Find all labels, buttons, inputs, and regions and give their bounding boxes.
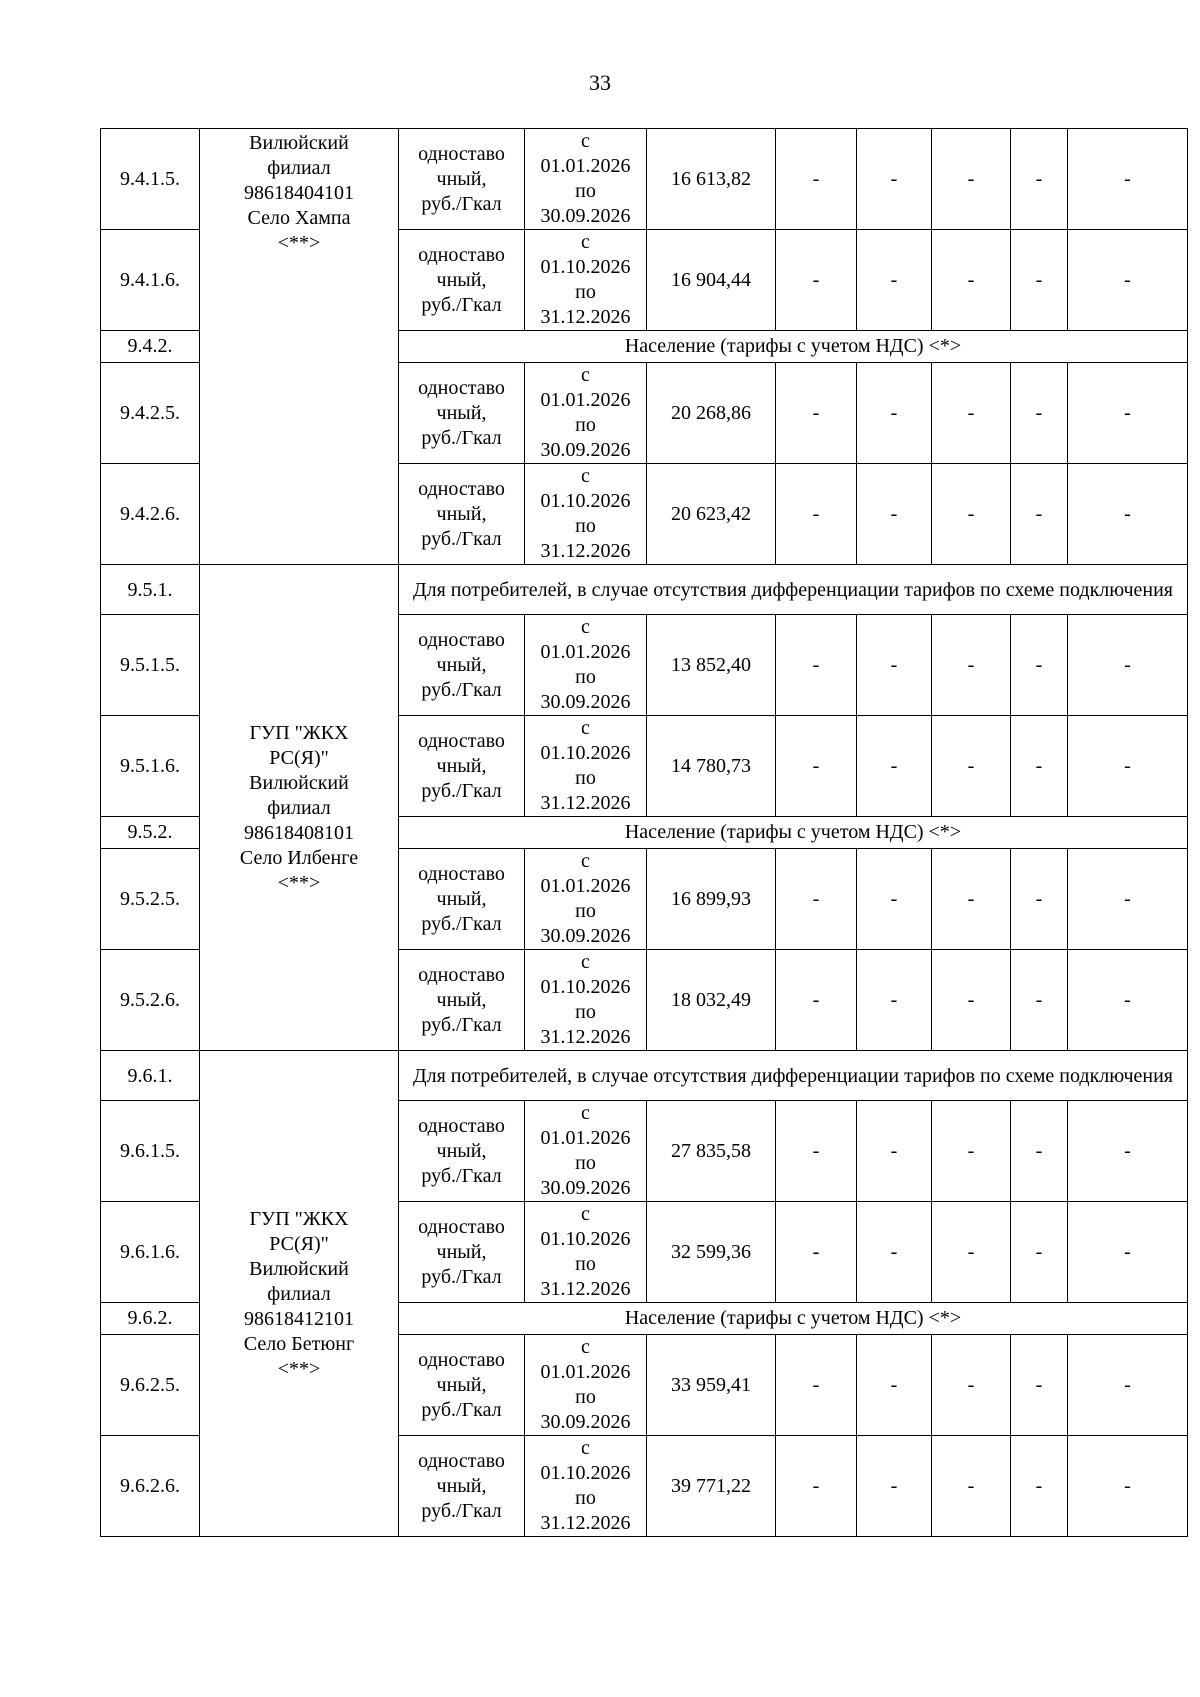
- tariff-type-line: одноставо: [418, 1449, 505, 1472]
- tariff-type-line: чный,: [436, 1474, 487, 1497]
- empty-value-cell: -: [776, 1101, 857, 1202]
- tariff-value: 18 032,49: [647, 950, 776, 1051]
- empty-value-cell: -: [776, 849, 857, 950]
- tariff-type-line: руб./Гкал: [421, 678, 502, 701]
- organization-cell: [200, 565, 399, 1051]
- tariff-period-line: 01.10.2026: [540, 742, 631, 764]
- tariff-value: 20 268,86: [647, 363, 776, 464]
- row-number: 9.5.2.6.: [101, 950, 200, 1051]
- organization-line: ГУП "ЖКХ: [249, 722, 349, 744]
- section-heading: Для потребителей, в случае отсутствия дифференциации тарифов по схеме подключения: [399, 1051, 1188, 1101]
- tariff-value: 16 613,82: [647, 129, 776, 230]
- tariff-type: [399, 230, 525, 331]
- tariff-period-line: по: [575, 1001, 596, 1023]
- tariff-period-line: с: [581, 951, 590, 973]
- tariff-type: [399, 1335, 525, 1436]
- tariff-period-line: с: [581, 465, 590, 487]
- tariff-period: [525, 129, 647, 230]
- empty-value-cell: -: [1068, 849, 1188, 950]
- tariff-period-line: 01.10.2026: [540, 256, 631, 278]
- tariff-type-line: руб./Гкал: [421, 293, 502, 316]
- row-number: 9.6.2.: [101, 1303, 200, 1335]
- tariff-type-line: одноставо: [418, 243, 505, 266]
- empty-value-cell: -: [857, 1436, 932, 1537]
- organization-line: <**>: [277, 1358, 321, 1380]
- empty-value-cell: -: [932, 716, 1011, 817]
- row-number: 9.6.1.: [101, 1051, 200, 1101]
- tariff-value: 33 959,41: [647, 1335, 776, 1436]
- tariff-type-line: одноставо: [418, 862, 505, 885]
- row-number: 9.5.1.6.: [101, 716, 200, 817]
- row-number: 9.4.2.5.: [101, 363, 200, 464]
- empty-value-cell: -: [1068, 129, 1188, 230]
- empty-value-cell: -: [1011, 849, 1068, 950]
- empty-value-cell: -: [1068, 716, 1188, 817]
- empty-value-cell: -: [1011, 1335, 1068, 1436]
- tariff-type-line: чный,: [436, 887, 487, 910]
- tariff-period-line: 30.09.2026: [540, 1177, 631, 1199]
- empty-value-cell: -: [776, 1202, 857, 1303]
- tariff-type: [399, 950, 525, 1051]
- organization-line: 98618408101: [244, 822, 354, 844]
- empty-value-cell: -: [932, 950, 1011, 1051]
- tariff-type-line: чный,: [436, 502, 487, 525]
- row-number: 9.5.2.5.: [101, 849, 200, 950]
- row-number: 9.5.1.5.: [101, 615, 200, 716]
- tariff-period-line: с: [581, 364, 590, 386]
- empty-value-cell: -: [1011, 716, 1068, 817]
- tariff-period-line: 01.10.2026: [540, 1228, 631, 1250]
- organization-line: Вилюйский: [249, 132, 349, 154]
- tariff-type-line: руб./Гкал: [421, 912, 502, 935]
- empty-value-cell: -: [857, 1202, 932, 1303]
- empty-value-cell: -: [1011, 363, 1068, 464]
- tariff-type-line: одноставо: [418, 1348, 505, 1371]
- tariff-period-line: по: [575, 900, 596, 922]
- tariff-type-line: чный,: [436, 401, 487, 424]
- tariff-period-line: 30.09.2026: [540, 1411, 631, 1433]
- empty-value-cell: -: [857, 950, 932, 1051]
- tariff-value: 32 599,36: [647, 1202, 776, 1303]
- empty-value-cell: -: [1068, 1101, 1188, 1202]
- tariff-period-line: по: [575, 767, 596, 789]
- organization-line: Село Хампа: [247, 207, 351, 229]
- tariff-period-line: 30.09.2026: [540, 925, 631, 947]
- empty-value-cell: -: [1011, 1436, 1068, 1537]
- empty-value-cell: -: [776, 363, 857, 464]
- empty-value-cell: -: [1011, 950, 1068, 1051]
- tariff-type: [399, 1202, 525, 1303]
- tariff-type: [399, 849, 525, 950]
- empty-value-cell: -: [932, 1335, 1011, 1436]
- tariff-value: 14 780,73: [647, 716, 776, 817]
- tariff-period-line: с: [581, 1102, 590, 1124]
- tariff-period-line: с: [581, 231, 590, 253]
- empty-value-cell: -: [1068, 363, 1188, 464]
- empty-value-cell: -: [776, 615, 857, 716]
- section-heading-row: [101, 1051, 1188, 1101]
- organization-line: филиал: [267, 157, 331, 179]
- tariff-type: [399, 129, 525, 230]
- empty-value-cell: -: [1011, 230, 1068, 331]
- tariff-type-line: руб./Гкал: [421, 1013, 502, 1036]
- empty-value-cell: -: [1011, 1101, 1068, 1202]
- tariff-period: [525, 716, 647, 817]
- empty-value-cell: -: [857, 615, 932, 716]
- tariff-period-line: 31.12.2026: [540, 1512, 631, 1534]
- organization-line: РС(Я)": [269, 747, 329, 769]
- empty-value-cell: -: [1068, 1335, 1188, 1436]
- empty-value-cell: -: [776, 129, 857, 230]
- tariff-period-line: 01.10.2026: [540, 1462, 631, 1484]
- tariff-period-line: по: [575, 666, 596, 688]
- tariff-period-line: с: [581, 616, 590, 638]
- section-heading: Население (тарифы с учетом НДС) <*>: [399, 1303, 1188, 1335]
- empty-value-cell: -: [857, 230, 932, 331]
- tariff-period-line: 30.09.2026: [540, 205, 631, 227]
- tariff-type: [399, 464, 525, 565]
- empty-value-cell: -: [932, 615, 1011, 716]
- empty-value-cell: -: [857, 129, 932, 230]
- tariff-type-line: руб./Гкал: [421, 1499, 502, 1522]
- section-heading-row: [101, 565, 1188, 615]
- section-heading: Население (тарифы с учетом НДС) <*>: [399, 331, 1188, 363]
- tariff-type-line: чный,: [436, 167, 487, 190]
- tariff-type: [399, 363, 525, 464]
- tariff-period: [525, 849, 647, 950]
- tariff-period-line: с: [581, 1336, 590, 1358]
- empty-value-cell: -: [776, 1335, 857, 1436]
- tariff-period-line: 31.12.2026: [540, 792, 631, 814]
- empty-value-cell: -: [776, 230, 857, 331]
- tariff-period: [525, 1436, 647, 1537]
- tariff-period: [525, 1202, 647, 1303]
- tariff-period-line: 01.01.2026: [540, 389, 631, 411]
- empty-value-cell: -: [932, 1202, 1011, 1303]
- tariff-period-line: с: [581, 717, 590, 739]
- tariff-period-line: по: [575, 180, 596, 202]
- row-number: 9.4.1.5.: [101, 129, 200, 230]
- tariff-period-line: по: [575, 1487, 596, 1509]
- empty-value-cell: -: [857, 464, 932, 565]
- empty-value-cell: -: [776, 716, 857, 817]
- tariff-value: 13 852,40: [647, 615, 776, 716]
- empty-value-cell: -: [857, 1335, 932, 1436]
- empty-value-cell: -: [857, 849, 932, 950]
- tariff-period: [525, 615, 647, 716]
- tariff-value: 27 835,58: [647, 1101, 776, 1202]
- tariff-type-line: чный,: [436, 1373, 487, 1396]
- tariff-period-line: 01.01.2026: [540, 875, 631, 897]
- empty-value-cell: -: [1068, 615, 1188, 716]
- tariff-period-line: по: [575, 281, 596, 303]
- empty-value-cell: -: [932, 849, 1011, 950]
- empty-value-cell: -: [857, 1101, 932, 1202]
- tariff-table-body: [101, 129, 1188, 1537]
- page-number: 33: [589, 70, 611, 95]
- tariff-type-line: одноставо: [418, 376, 505, 399]
- tariff-period-line: 01.10.2026: [540, 976, 631, 998]
- empty-value-cell: -: [1011, 464, 1068, 565]
- tariff-period-line: 31.12.2026: [540, 1278, 631, 1300]
- tariff-type-line: одноставо: [418, 963, 505, 986]
- organization-line: 98618404101: [244, 182, 354, 204]
- tariff-value: 16 904,44: [647, 230, 776, 331]
- tariff-type-line: руб./Гкал: [421, 426, 502, 449]
- tariff-period-line: 31.12.2026: [540, 306, 631, 328]
- organization-line: Село Бетюнг: [243, 1333, 355, 1355]
- empty-value-cell: -: [1068, 1436, 1188, 1537]
- table-row: [101, 129, 1188, 230]
- row-number: 9.5.1.: [101, 565, 200, 615]
- tariff-period-line: 01.10.2026: [540, 490, 631, 512]
- tariff-type-line: одноставо: [418, 1114, 505, 1137]
- empty-value-cell: -: [1068, 1202, 1188, 1303]
- tariff-type-line: руб./Гкал: [421, 779, 502, 802]
- tariff-period-line: с: [581, 850, 590, 872]
- organization-line: Вилюйский: [249, 772, 349, 794]
- tariff-type-line: чный,: [436, 1240, 487, 1263]
- section-heading: Население (тарифы с учетом НДС) <*>: [399, 817, 1188, 849]
- empty-value-cell: -: [932, 129, 1011, 230]
- organization-line: филиал: [267, 1283, 331, 1305]
- empty-value-cell: -: [932, 464, 1011, 565]
- tariff-type-line: чный,: [436, 1139, 487, 1162]
- row-number: 9.6.2.6.: [101, 1436, 200, 1537]
- tariff-type: [399, 615, 525, 716]
- tariff-type-line: руб./Гкал: [421, 192, 502, 215]
- tariff-period-line: с: [581, 1203, 590, 1225]
- tariff-type-line: чный,: [436, 988, 487, 1011]
- organization-line: филиал: [267, 797, 331, 819]
- empty-value-cell: -: [932, 1436, 1011, 1537]
- tariff-period: [525, 363, 647, 464]
- tariff-period-line: 01.01.2026: [540, 1361, 631, 1383]
- empty-value-cell: -: [1011, 1202, 1068, 1303]
- tariff-period-line: 01.01.2026: [540, 155, 631, 177]
- tariff-type-line: одноставо: [418, 729, 505, 752]
- tariff-type-line: чный,: [436, 653, 487, 676]
- empty-value-cell: -: [857, 363, 932, 464]
- tariff-type-line: чный,: [436, 754, 487, 777]
- tariff-value: 39 771,22: [647, 1436, 776, 1537]
- empty-value-cell: -: [1068, 950, 1188, 1051]
- tariff-period-line: по: [575, 1152, 596, 1174]
- tariff-period: [525, 464, 647, 565]
- tariff-period: [525, 1101, 647, 1202]
- row-number: 9.4.2.6.: [101, 464, 200, 565]
- tariff-period-line: 01.01.2026: [540, 1127, 631, 1149]
- tariff-period-line: 30.09.2026: [540, 439, 631, 461]
- tariff-period-line: с: [581, 130, 590, 152]
- organization-line: 98618412101: [244, 1308, 354, 1330]
- tariff-value: 20 623,42: [647, 464, 776, 565]
- row-number: 9.4.1.6.: [101, 230, 200, 331]
- section-heading: Для потребителей, в случае отсутствия дифференциации тарифов по схеме подключения: [399, 565, 1188, 615]
- empty-value-cell: -: [932, 363, 1011, 464]
- tariff-period-line: 31.12.2026: [540, 1026, 631, 1048]
- organization-line: <**>: [277, 872, 321, 894]
- organization-line: <**>: [277, 232, 321, 254]
- row-number: 9.6.1.6.: [101, 1202, 200, 1303]
- empty-value-cell: -: [776, 464, 857, 565]
- organization-line: Вилюйский: [249, 1258, 349, 1280]
- organization-line: ГУП "ЖКХ: [249, 1208, 349, 1230]
- tariff-period: [525, 950, 647, 1051]
- tariff-type-line: одноставо: [418, 477, 505, 500]
- organization-cell: [200, 1051, 399, 1537]
- tariff-type: [399, 1101, 525, 1202]
- empty-value-cell: -: [1068, 464, 1188, 565]
- tariff-type-line: одноставо: [418, 1215, 505, 1238]
- tariff-type: [399, 1436, 525, 1537]
- organization-line: РС(Я)": [269, 1233, 329, 1255]
- tariff-table: [100, 128, 1188, 1537]
- organization-line: Село Илбенге: [239, 847, 359, 869]
- tariff-type-line: одноставо: [418, 142, 505, 165]
- empty-value-cell: -: [1011, 615, 1068, 716]
- tariff-type: [399, 716, 525, 817]
- organization-cell: [200, 129, 399, 565]
- tariff-period: [525, 1335, 647, 1436]
- empty-value-cell: -: [776, 950, 857, 1051]
- tariff-period: [525, 230, 647, 331]
- tariff-period-line: с: [581, 1437, 590, 1459]
- tariff-type-line: руб./Гкал: [421, 1265, 502, 1288]
- tariff-period-line: по: [575, 414, 596, 436]
- tariff-type-line: руб./Гкал: [421, 527, 502, 550]
- row-number: 9.6.2.5.: [101, 1335, 200, 1436]
- empty-value-cell: -: [1068, 230, 1188, 331]
- tariff-period-line: 31.12.2026: [540, 540, 631, 562]
- tariff-type-line: руб./Гкал: [421, 1164, 502, 1187]
- empty-value-cell: -: [776, 1436, 857, 1537]
- tariff-period-line: 30.09.2026: [540, 691, 631, 713]
- empty-value-cell: -: [932, 230, 1011, 331]
- row-number: 9.4.2.: [101, 331, 200, 363]
- empty-value-cell: -: [857, 716, 932, 817]
- tariff-value: 16 899,93: [647, 849, 776, 950]
- empty-value-cell: -: [932, 1101, 1011, 1202]
- tariff-period-line: по: [575, 1253, 596, 1275]
- tariff-period-line: 01.01.2026: [540, 641, 631, 663]
- tariff-period-line: по: [575, 1386, 596, 1408]
- tariff-type-line: руб./Гкал: [421, 1398, 502, 1421]
- tariff-type-line: одноставо: [418, 628, 505, 651]
- tariff-type-line: чный,: [436, 268, 487, 291]
- tariff-period-line: по: [575, 515, 596, 537]
- row-number: 9.6.1.5.: [101, 1101, 200, 1202]
- row-number: 9.5.2.: [101, 817, 200, 849]
- empty-value-cell: -: [1011, 129, 1068, 230]
